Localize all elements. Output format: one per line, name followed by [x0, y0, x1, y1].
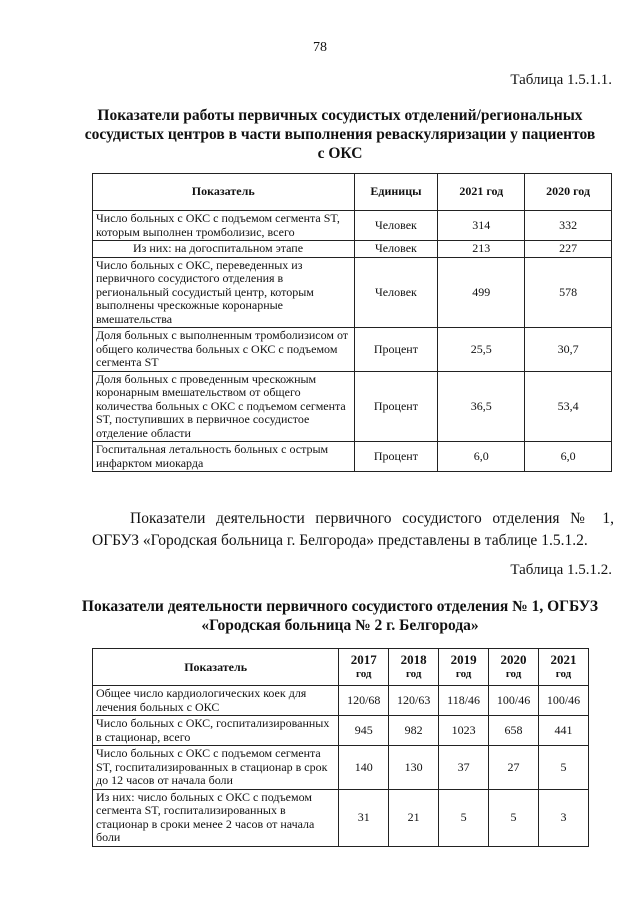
row-value: 130 — [389, 746, 439, 790]
row-label: Госпитальная летальность больных с острым инфарктом миокарда — [93, 442, 355, 472]
row-value: 658 — [489, 716, 539, 746]
table-row — [93, 789, 589, 846]
table-row — [93, 371, 612, 442]
row-value: 5 — [539, 746, 589, 790]
header-2020: 2020 год — [525, 174, 612, 211]
body-paragraph: Показатели деятельности первичного сосудистого отделения № 1, ОГБУЗ «Городская больница г. Белгорода» представлены в таблице 1.5.1.2. — [92, 510, 614, 549]
row-value-2020: 332 — [525, 211, 612, 241]
row-label: Доля больных с проведенным чрескожным коронарным вмешательством от общего количества больных с ОКС с подъемом сегмента ST, поступивших в первичное сосудистое отделение области — [93, 371, 355, 442]
row-value: 100/46 — [489, 686, 539, 716]
year-suffix: год — [555, 668, 572, 680]
row-unit: Человек — [354, 241, 438, 258]
row-value-2020: 578 — [525, 257, 612, 328]
table-header-row — [93, 649, 589, 686]
indicators-table-1 — [92, 173, 612, 472]
row-value: 5 — [439, 789, 489, 846]
table-row — [93, 257, 612, 328]
row-label: Общее число кардиологических коек для лечения больных с ОКС — [93, 686, 339, 716]
header-indicator: Показатель — [93, 174, 355, 211]
year-suffix: год — [505, 668, 522, 680]
row-unit: Процент — [354, 442, 438, 472]
header-units: Единицы — [354, 174, 438, 211]
indicators-table-2 — [92, 648, 589, 847]
table-row — [93, 716, 589, 746]
row-label: Число больных с ОКС с подъемом сегмента ST, госпитализированных в стационар в срок до 12 часов от начала боли — [93, 746, 339, 790]
row-value: 120/68 — [339, 686, 389, 716]
row-value-2021: 499 — [438, 257, 525, 328]
row-label: Из них: число больных с ОКС с подъемом сегмента ST, госпитализированных в стационар в сроки менее 2 часов от начала боли — [93, 789, 339, 846]
table-row — [93, 686, 589, 716]
row-value: 3 — [539, 789, 589, 846]
table-row — [93, 328, 612, 372]
row-value-2020: 227 — [525, 241, 612, 258]
table-row — [93, 746, 589, 790]
year-label: 2017 — [350, 652, 377, 667]
header-year-2021 — [539, 649, 589, 686]
row-value: 5 — [489, 789, 539, 846]
year-suffix: год — [356, 668, 372, 680]
table-header-row — [93, 174, 612, 211]
row-value: 140 — [339, 746, 389, 790]
header-year-2018 — [389, 649, 439, 686]
row-value: 21 — [389, 789, 439, 846]
row-label: Число больных с ОКС, переведенных из первичного сосудистого отделения в региональный сосудистый центр, которым выполнены чрескожные коронарные вмешательства — [93, 257, 355, 328]
header-2021: 2021 год — [438, 174, 525, 211]
row-unit: Человек — [354, 211, 438, 241]
header-indicator: Показатель — [93, 649, 339, 686]
row-value-2021: 213 — [438, 241, 525, 258]
row-label: Из них: на догоспитальном этапе — [93, 241, 355, 258]
row-label: Доля больных с выполненным тромболизисом от общего количества больных с ОКС с подъемом сегмента ST — [93, 328, 355, 372]
header-year-2019 — [439, 649, 489, 686]
row-value: 31 — [339, 789, 389, 846]
year-label: 2020 — [500, 652, 527, 667]
row-value: 945 — [339, 716, 389, 746]
year-label: 2021 — [550, 652, 577, 667]
row-value-2021: 6,0 — [438, 442, 525, 472]
table-row — [93, 211, 612, 241]
row-unit: Процент — [354, 328, 438, 372]
row-value-2020: 30,7 — [525, 328, 612, 372]
table-ref-2: Таблица 1.5.1.2. — [510, 562, 612, 578]
year-label: 2019 — [450, 652, 477, 667]
table-ref-1: Таблица 1.5.1.1. — [510, 72, 612, 88]
row-value-2021: 314 — [438, 211, 525, 241]
row-value-2021: 36,5 — [438, 371, 525, 442]
row-value: 120/63 — [389, 686, 439, 716]
row-value: 27 — [489, 746, 539, 790]
row-label: Число больных с ОКС, госпитализированных в стационар, всего — [93, 716, 339, 746]
row-value: 37 — [439, 746, 489, 790]
row-value-2020: 53,4 — [525, 371, 612, 442]
header-year-2020 — [489, 649, 539, 686]
row-value: 118/46 — [439, 686, 489, 716]
row-label: Число больных с ОКС с подъемом сегмента ST, которым выполнен тромболизис, всего — [93, 211, 355, 241]
year-suffix: год — [455, 668, 472, 680]
page-number: 78 — [313, 40, 327, 55]
row-value-2021: 25,5 — [438, 328, 525, 372]
table-title-2: Показатели деятельности первичного сосудистого отделения № 1, ОГБУЗ «Городская больница № 2 г. Белгорода» — [81, 598, 599, 634]
row-unit: Человек — [354, 257, 438, 328]
table-row — [93, 442, 612, 472]
row-value: 100/46 — [539, 686, 589, 716]
row-value-2020: 6,0 — [525, 442, 612, 472]
row-value: 1023 — [439, 716, 489, 746]
table-title-1: Показатели работы первичных сосудистых отделений/региональных сосудистых центров в части выполнения реваскуляризации у пациентов с ОКС — [84, 107, 596, 162]
row-unit: Процент — [354, 371, 438, 442]
row-value: 441 — [539, 716, 589, 746]
header-year-2017 — [339, 649, 389, 686]
year-suffix: год — [405, 668, 422, 680]
table-row — [93, 241, 612, 258]
year-label: 2018 — [400, 652, 427, 667]
row-value: 982 — [389, 716, 439, 746]
